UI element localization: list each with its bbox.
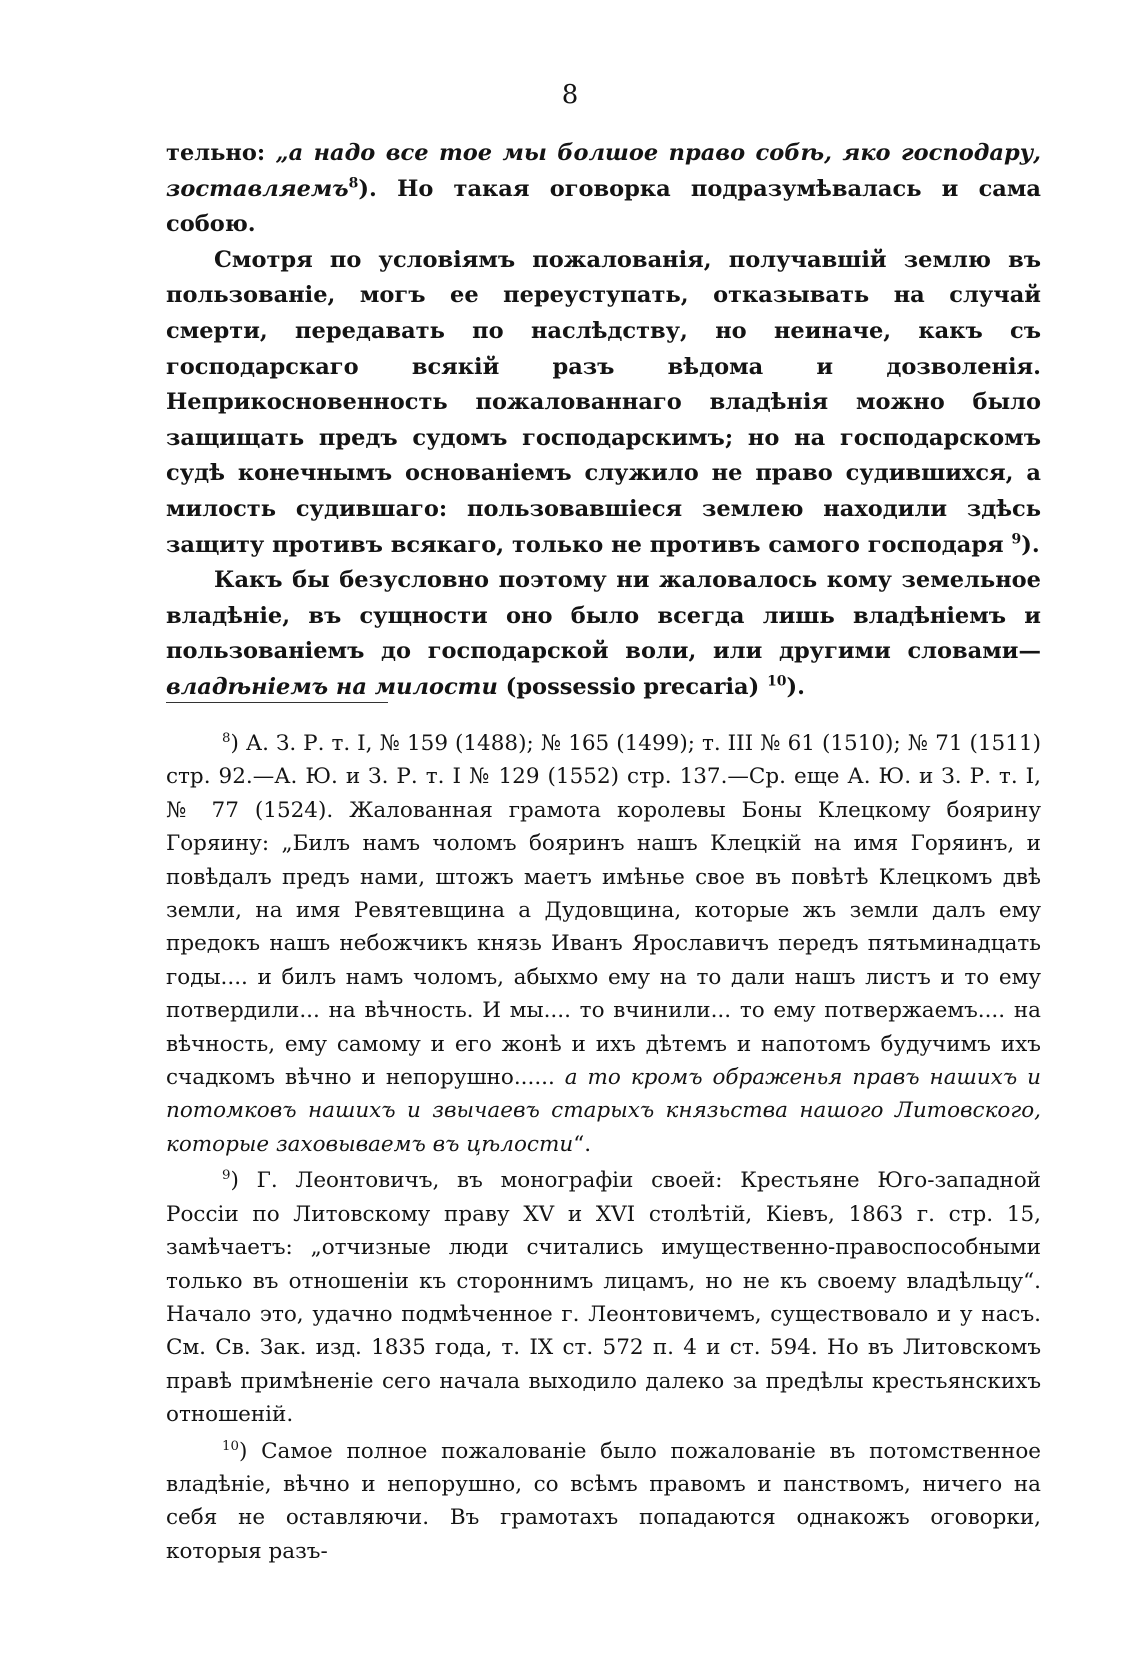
footnote-separator bbox=[166, 702, 388, 703]
footnote-9-text: ) Г. Леонтовичъ, въ монографіи своей: Крестьяне Юго-западной Россіи по Литовскому праву XV и XVI столѣтій, Кіевъ, 1863 г. стр. 15, замѣчаетъ: „отчизные люди считались имущественно-правоспособными только въ отношеніи къ стороннимъ лицамъ, но не къ своему владѣльцу“. Начало это, удачно подмѣченное г. Леонтовичемъ, существовало и у насъ. См. Св. Зак. изд. 1835 года, т. IX ст. 572 п. 4 и ст. 594. Но въ Литовскомъ правѣ примѣненіе сего начала выходило далеко за предѣлы крестьянскихъ отношеній. bbox=[166, 1168, 1041, 1428]
paragraph-2-text: Смотря по условіямъ пожалованія, получавшій землю въ пользованіе, могъ ее переуступать, отказывать на случай смерти, передавать по наслѣдству, но неиначе, какъ съ господарскаго всякій разъ вѣдома и дозволенія. Неприкосновенность пожалованнаго владѣнія можно было защищать предъ судомъ господарскимъ; но на господарскомъ судѣ конечнымъ основаніемъ служило не право судившихся, а милость судившаго: пользовавшіеся землею находили здѣсь защиту противъ всякаго, только не противъ самого господаря bbox=[166, 246, 1041, 558]
main-text bbox=[166, 136, 1041, 706]
paragraph-1 bbox=[166, 136, 1041, 243]
footnote-ref-9[interactable]: 9 bbox=[1011, 531, 1022, 548]
footnote-9-marker: 9 bbox=[222, 1168, 231, 1184]
footnotes bbox=[166, 727, 1041, 1568]
footnote-8-end: “. bbox=[573, 1131, 592, 1157]
footnote-8 bbox=[166, 727, 1041, 1161]
footnote-8-text: ) А. З. Р. т. I, № 159 (1488); № 165 (1499); т. III № 61 (1510); № 71 (1511) стр. 92.—А. Ю. и З. Р. т. I № 129 (1552) стр. 137.—Ср. еще А. Ю. и З. Р. т. I, № 77 (1524). Жалованная грамота королевы Боны Клецкому боярину Горяину: „Билъ намъ чоломъ бояринъ нашъ Клецкій на имя Горяинъ, и повѣдалъ предъ нами, штожъ маетъ имѣнье свое въ повѣтѣ Клецкомъ двѣ земли, на имя Ревятевщина а Дудовщина, которые жъ земли далъ ему предокъ нашъ небожчикъ князь Иванъ Ярославичъ передъ пятьминадцать годы.... и билъ намъ чоломъ, абыхмо ему на то дали нашъ листъ и то ему потвердили... на вѣчность. И мы.... то вчинили... то ему потвержаемъ.... на вѣчность, ему самому и его жонѣ и ихъ дѣтемъ и напотомъ будучимъ ихъ счадкомъ вѣчно и непорушно...... bbox=[166, 731, 1041, 1091]
paragraph-1-end: ). Но такая оговорка подразумѣвалась и сама собою. bbox=[166, 175, 1041, 238]
footnote-8-quote: а то кромъ ображенья правъ нашихъ и потомковъ нашихъ и звычаевъ старыхъ князьства нашого Литовского, которые заховываемъ въ цѣлости bbox=[166, 1065, 1041, 1157]
footnote-10-marker: 10 bbox=[222, 1438, 239, 1454]
footnote-8-marker: 8 bbox=[222, 731, 231, 747]
paragraph-1-start: тельно: bbox=[166, 140, 276, 166]
emphasis: владѣніемъ на милости bbox=[166, 673, 498, 700]
paragraph-2 bbox=[166, 243, 1041, 563]
quotation: „а надо все тое мы болшое право собѣ, яко господару, зоставляемъ bbox=[166, 140, 1041, 202]
footnote-9 bbox=[166, 1164, 1041, 1431]
footnote-10-text: ) Самое полное пожалованіе было пожалованіе въ потомственное владѣніе, вѣчно и непорушно, со всѣмъ правомъ и панствомъ, ничего на себя не оставляючи. Въ грамотахъ попадаются однакожъ оговорки, которыя разъ- bbox=[166, 1438, 1041, 1564]
footnote-10 bbox=[166, 1435, 1041, 1569]
paragraph-3-text: Какъ бы безусловно поэтому ни жаловалось кому земельное владѣніе, въ сущности оно было всегда лишь владѣніемъ и пользованіемъ до господарской воли, или другими словами— bbox=[166, 567, 1041, 665]
page-number: 8 bbox=[561, 80, 579, 110]
paragraph-2-end: ). bbox=[1021, 531, 1040, 558]
paragraph-3 bbox=[166, 563, 1041, 705]
footnote-ref-8[interactable]: 8 bbox=[348, 175, 359, 192]
paragraph-3-end: ). bbox=[786, 673, 805, 700]
footnote-ref-10[interactable]: 10 bbox=[767, 673, 787, 690]
latin-term: (possessio precaria) bbox=[497, 673, 768, 700]
